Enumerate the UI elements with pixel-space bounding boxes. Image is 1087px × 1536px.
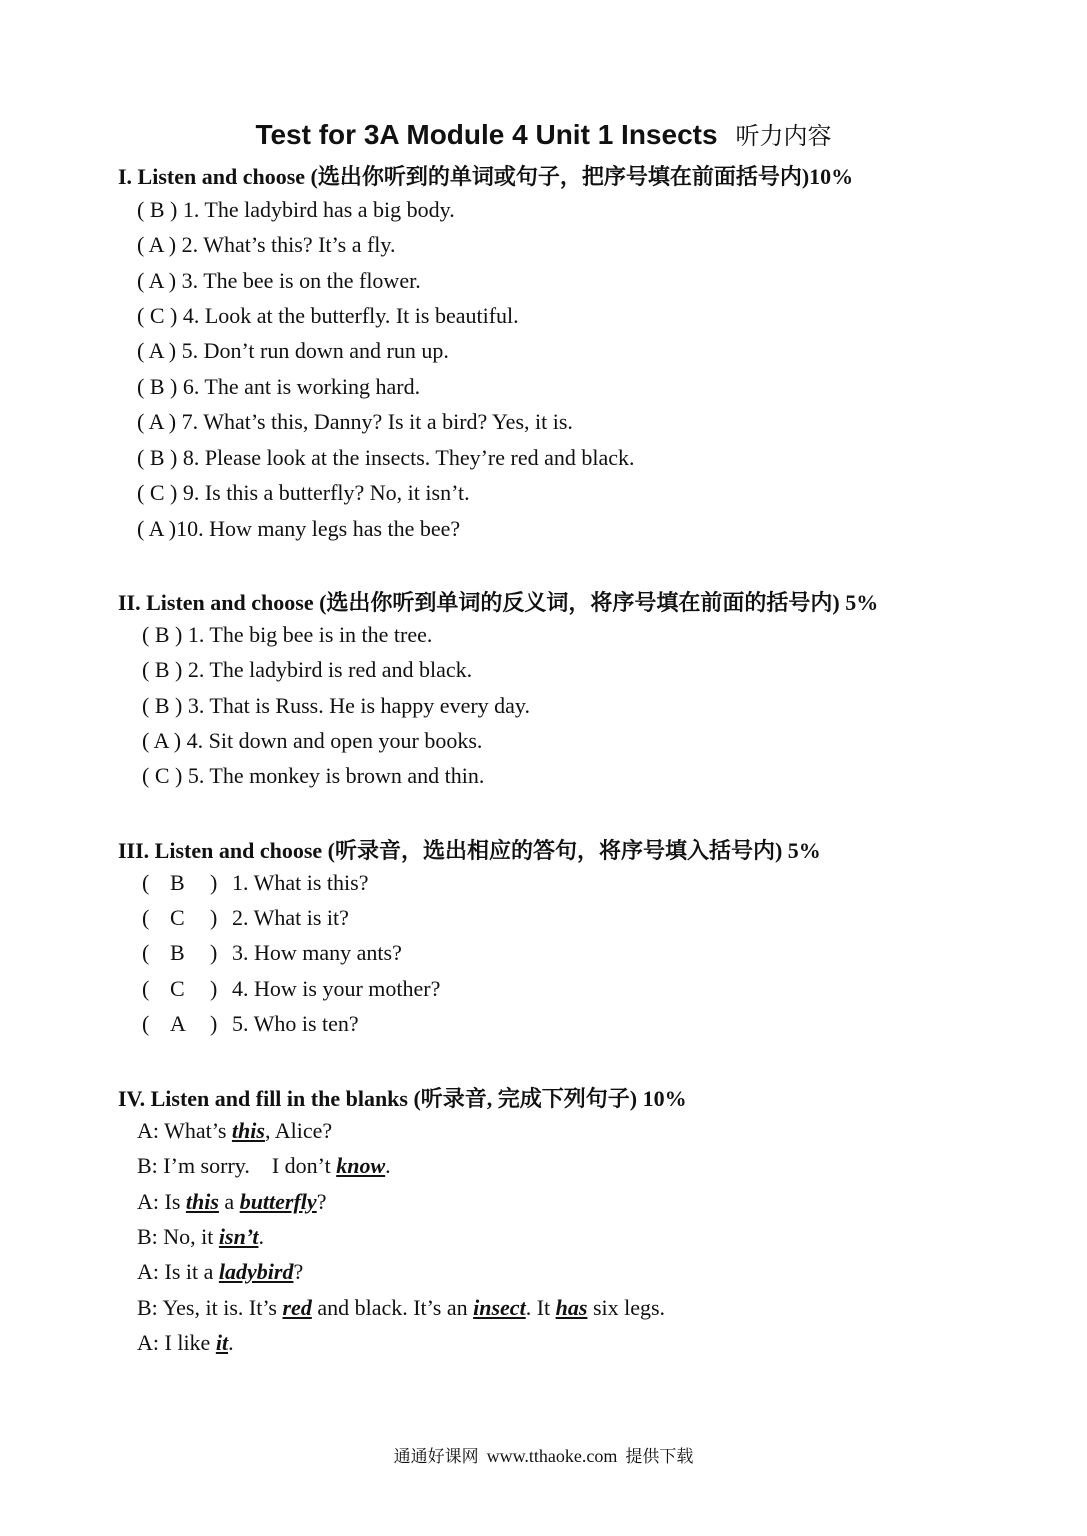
question-text: 4. How is your mother?: [232, 976, 441, 1001]
list-item: ( A ) 5. Don’t run down and run up.: [137, 338, 449, 363]
question-text: 3. How many ants?: [232, 940, 402, 965]
answer-letter: B: [170, 870, 185, 895]
footer-note: 提供下载: [625, 1447, 694, 1467]
list-item: ( C ) 4. Look at the butterfly. It is beautiful.: [137, 303, 519, 328]
list-item: ( B ) 3. That is Russ. He is happy every day.: [142, 693, 530, 718]
page-footer: [0, 1442, 1087, 1467]
filled-blank: insect: [473, 1295, 526, 1320]
answer-letter: C: [170, 976, 185, 1001]
list-item: [142, 870, 368, 896]
answer-bracket: ( C ): [142, 976, 218, 1001]
answer-bracket: ( B ): [142, 940, 218, 965]
dialogue-line: A: What’s this, Alice?: [137, 1118, 333, 1143]
answer-bracket: ( A ): [142, 1011, 218, 1036]
list-item: ( B ) 8. Please look at the insects. They’re red and black.: [137, 445, 635, 470]
section-3-heading: III. Listen and choose (听录音，选出相应的答句，将序号填入括号内) 5%: [118, 838, 821, 863]
title-chinese: 听力内容: [735, 122, 832, 150]
list-item: ( A ) 4. Sit down and open your books.: [142, 728, 483, 753]
list-item: ( A ) 3. The bee is on the flower.: [137, 268, 421, 293]
dialogue-line: A: Is it a ladybird?: [137, 1259, 304, 1284]
title-english: Test for 3A Module 4 Unit 1 Insects: [255, 119, 718, 150]
answer-bracket: ( C ): [142, 905, 218, 930]
list-item: [142, 905, 349, 931]
list-item: ( C ) 9. Is this a butterfly? No, it isn’t.: [137, 480, 470, 505]
filled-blank: know: [336, 1153, 386, 1178]
list-item: ( B ) 2. The ladybird is red and black.: [142, 657, 473, 682]
question-text: 2. What is it?: [232, 905, 349, 930]
filled-blank: ladybird: [218, 1259, 294, 1284]
list-item: ( B ) 6. The ant is working hard.: [137, 374, 421, 399]
filled-blank: it: [215, 1330, 229, 1355]
question-text: 1. What is this?: [232, 870, 369, 895]
section-4-heading: IV. Listen and fill in the blanks (听录音, 完成下列句子) 10%: [118, 1086, 687, 1111]
filled-blank: butterfly: [239, 1189, 317, 1214]
filled-blank: this: [231, 1118, 265, 1143]
list-item: ( A ) 7. What’s this, Danny? Is it a bird? Yes, it is.: [137, 409, 573, 434]
answer-letter: A: [170, 1011, 186, 1036]
answer-letter: C: [170, 905, 185, 930]
filled-blank: has: [555, 1295, 588, 1320]
filled-blank: this: [185, 1189, 219, 1214]
footer-url[interactable]: www.tthaoke.com: [486, 1446, 618, 1466]
dialogue-line: B: Yes, it is. It’s red and black. It’s an insect. It has six legs.: [137, 1295, 666, 1320]
filled-blank: red: [282, 1295, 312, 1320]
dialogue-line: B: I’m sorry. I don’t know.: [137, 1153, 391, 1178]
answer-bracket: ( B ): [142, 870, 218, 895]
section-2-heading: II. Listen and choose (选出你听到单词的反义词，将序号填在前面的括号内) 5%: [118, 590, 879, 615]
dialogue-line: A: I like it.: [137, 1330, 234, 1355]
filled-blank: isn’t: [218, 1224, 259, 1249]
list-item: ( C ) 5. The monkey is brown and thin.: [142, 763, 485, 788]
dialogue-line: B: No, it isn’t.: [137, 1224, 264, 1249]
list-item: ( B ) 1. The big bee is in the tree.: [142, 622, 433, 647]
section-1-heading: I. Listen and choose (选出你听到的单词或句子，把序号填在前面括号内)10%: [118, 164, 854, 189]
list-item: ( A )10. How many legs has the bee?: [137, 516, 461, 541]
list-item: [142, 940, 402, 966]
list-item: ( A ) 2. What’s this? It’s a fly.: [137, 232, 396, 257]
list-item: [142, 1011, 359, 1037]
dialogue-line: A: Is this a butterfly?: [137, 1189, 327, 1214]
footer-site: 通通好课网: [393, 1447, 479, 1467]
list-item: ( B ) 1. The ladybird has a big body.: [137, 197, 455, 222]
page-title: [0, 116, 1087, 151]
question-text: 5. Who is ten?: [232, 1011, 359, 1036]
answer-letter: B: [170, 940, 185, 965]
list-item: [142, 976, 440, 1002]
